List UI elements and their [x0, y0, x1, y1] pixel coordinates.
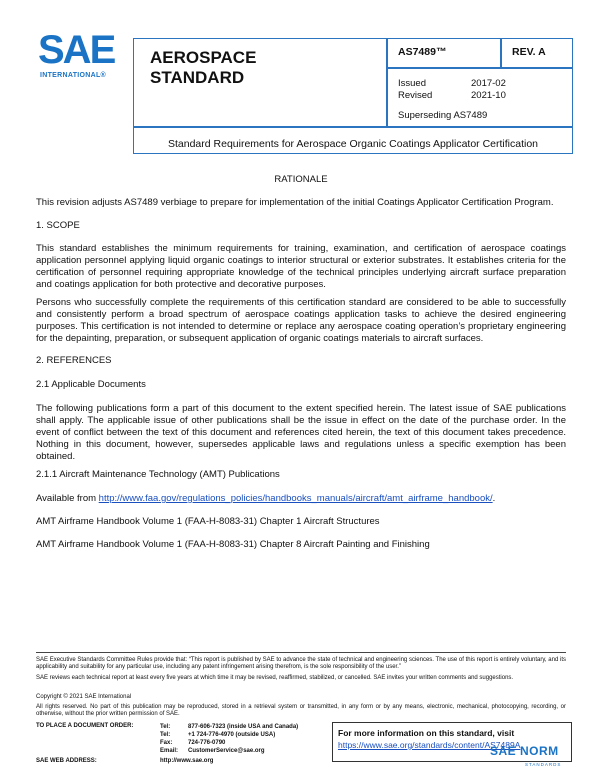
- scope-paragraph-2: Persons who successfully complete the requirements of this certification standard are considered to be able to successfully and consistently perform a broad spectrum of aerospace coatings application tasks to achieve the desired engineering purposes. This certification is not intended to determine or replace any aerospace coating operation’s proprietary engineering for the depainting, preparation, or subsequent application of organic coatings materials to aircraft surfaces.: [36, 297, 566, 344]
- document-type-line2: STANDARD: [150, 68, 245, 87]
- available-from: [36, 493, 566, 505]
- footer-rules-note: SAE Executive Standards Committee Rules provide that: “This report is published by SAE to advance the state of technical and engineering sciences. The use of this report is entirely voluntary, and its applicability and suitability for any particular use, including any patent infringement arising therefrom, is the sole responsibility of the user.”: [36, 657, 566, 671]
- footer-rights: All rights reserved. No part of this publication may be reproduced, stored in a retrieval system or transmitted, in any form or by any means, electronic, mechanical, photocopying, recording, or otherwise, without the prior written permission of SAE.: [36, 704, 566, 718]
- standard-info-link[interactable]: https://www.sae.org/standards/content/AS7489A: [338, 740, 521, 750]
- revised-date: 2021-10: [471, 90, 506, 101]
- sae-web-address[interactable]: http://www.sae.org: [160, 758, 214, 764]
- header-divider: [386, 67, 573, 69]
- revised-label: Revised: [398, 90, 433, 101]
- issued-date: 2017-02: [471, 78, 506, 89]
- tel-inside-usa: 877-606-7323 (inside USA and Canada): [188, 724, 299, 730]
- rationale-text: This revision adjusts AS7489 verbiage to prepare for implementation of the initial Coatings Applicator Certification Program.: [36, 197, 554, 208]
- reference-document-2: AMT Airframe Handbook Volume 1 (FAA-H-8083-31) Chapter 8 Aircraft Painting and Finishing: [36, 539, 430, 550]
- fax-number: 724-776-0790: [188, 740, 226, 746]
- available-suffix: .: [492, 493, 496, 504]
- scope-paragraph-1: This standard establishes the minimum requirements for training, examination, and certification of aerospace coatings application personnel applying liquid organic coatings to interior structural or exterior substrates. It establishes criteria for the certification of personnel requiring appropriate knowledge of the technical principles underlying aircraft surface preparation and coatings application for both protective and decorative purposes.: [36, 243, 566, 290]
- document-type: [150, 48, 256, 88]
- applicable-documents-heading: 2.1 Applicable Documents: [36, 379, 146, 390]
- fax-label: Fax:: [160, 740, 173, 746]
- header-divider: [500, 38, 502, 68]
- order-title: TO PLACE A DOCUMENT ORDER:: [36, 723, 134, 729]
- web-address-label: SAE WEB ADDRESS:: [36, 758, 97, 764]
- issued-label: Issued: [398, 78, 426, 89]
- amt-publications-heading: 2.1.1 Aircraft Maintenance Technology (AMT) Publications: [36, 469, 280, 480]
- info-box-title: For more information on this standard, visit: [338, 728, 515, 738]
- tel-label: Tel:: [160, 724, 171, 730]
- available-prefix: Available from: [36, 493, 99, 504]
- rationale-heading: RATIONALE: [274, 174, 328, 185]
- customer-service-email[interactable]: CustomerService@sae.org: [188, 748, 265, 754]
- footer-rule: [36, 652, 566, 653]
- document-number: AS7489™: [398, 46, 447, 58]
- header-divider: [386, 38, 388, 126]
- tel-outside-usa: +1 724-776-4970 (outside USA): [188, 732, 276, 738]
- applicable-documents-text: The following publications form a part of this document to the extent specified herein. The latest issue of SAE publications shall apply. The applicable issue of other publications shall be the issue in effect on the date of the purchase order. In the event of conflict between the text of this document and references cited herein, the text of this document takes precedence. Nothing in this document, however, supersedes applicable laws and regulations unless a specific exemption has been obtained.: [36, 403, 566, 462]
- standard-title: Standard Requirements for Aerospace Organic Coatings Applicator Certification: [167, 138, 539, 150]
- email-label: Email:: [160, 748, 179, 754]
- footer-review-note: SAE reviews each technical report at least every five years at which time it may be revised, reaffirmed, stabilized, or cancelled. SAE invites your written comments and suggestions.: [36, 675, 514, 681]
- sae-logo-subtitle: INTERNATIONAL®: [40, 72, 107, 79]
- sae-norm-watermark: SAE NORM: [490, 744, 559, 758]
- faa-handbook-link[interactable]: http://www.faa.gov/regulations_policies/handbooks_manuals/aircraft/amt_airframe_handbook/: [98, 493, 493, 504]
- sae-logo: SAE: [38, 28, 115, 72]
- sae-norm-watermark-sub: STANDARDS: [525, 762, 562, 767]
- footer-copyright: Copyright © 2021 SAE International: [36, 694, 132, 700]
- tel-label: Tel:: [160, 732, 171, 738]
- reference-document-1: AMT Airframe Handbook Volume 1 (FAA-H-8083-31) Chapter 1 Aircraft Structures: [36, 516, 380, 527]
- references-heading: 2. REFERENCES: [36, 355, 112, 366]
- header-divider: [133, 126, 573, 128]
- revision-label: REV. A: [512, 46, 546, 58]
- document-type-line1: AEROSPACE: [150, 48, 257, 67]
- superseding-note: Superseding AS7489: [398, 110, 488, 121]
- scope-heading: 1. SCOPE: [36, 220, 80, 231]
